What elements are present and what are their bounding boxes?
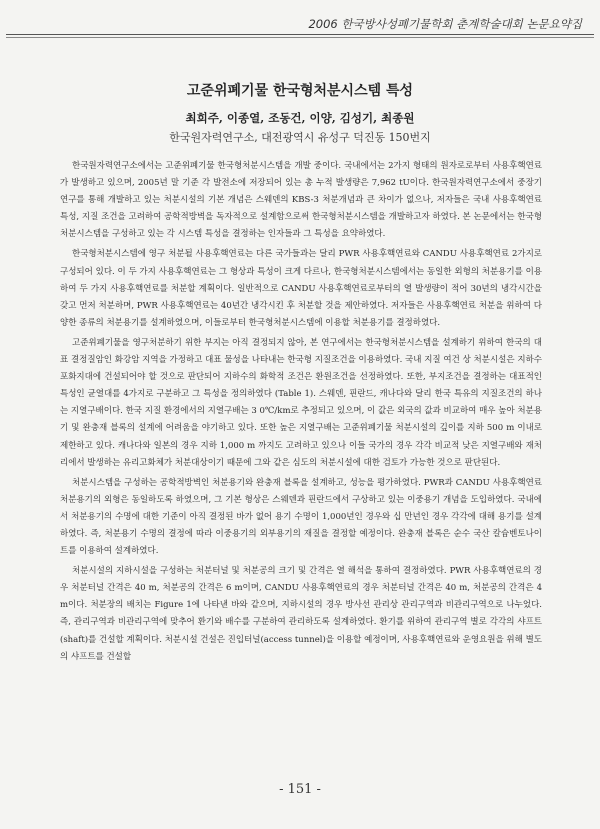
abstract-body: [60, 158, 542, 669]
header-rule: [6, 34, 594, 35]
paper-title: 고준위폐기물 한국형처분시스템 특성: [186, 83, 414, 99]
author-list: 최희주, 이종열, 조동건, 이양, 김성기, 최종원: [185, 111, 415, 125]
running-header: 2006 한국방사성폐기물학회 춘계학술대회 논문요약집: [308, 17, 582, 31]
header-rule-secondary: [6, 37, 594, 38]
body-paragraph: 고준위폐기물을 영구처분하기 위한 부지는 아직 결정되지 않아, 본 연구에서는 한국형처분시스템을 설계하기 위하여 한국의 대표 결정질암인 화강암 지역을 가정하고 대표 물성을 나타내는 한국형 지질조건을 이용하였다. 국내 지질 여건 상 처분시설은 지하수 포화지대에 건설되어야 할 것으로 판단되어 지하수의 화학적 조건은 환원조건을 선정하였다. 또한, 부지조건을 결정하는 대표적인 특성인 균열대를 4가지로 구분하고 그 특성을 정의하였다 (Table 1). 스웨덴, 핀란드, 캐나다와 달리 한국 특유의 지질조건의 하나는 지열구배이다. 한국 지질 환경에서의 지열구배는 3 0℃/km로 추정되고 있으며, 이 값은 외국의 값과 비교하여 매우 높아 처분용기 및 완충재 블록의 설계에 어려움을 야기하고 있다. 또한 높은 지열구배는 고준위폐기물 처분시설의 깊이를 지하 500 m 이내로 제한하고 있다. 캐나다와 일본의 경우 지하 1,000 m 까지도 고려하고 있으나 이들 국가의 경우 각각 비교적 낮은 지열구배와 재처리에서 발생하는 유리고화체가 처분대상이기 때문에 그와 같은 심도의 처분시설에 대한 검토가 가능한 것으로 판단된다.: [60, 337, 542, 468]
body-paragraph: 처분시스템을 구성하는 공학적방벽인 처분용기와 완충재 블록을 설계하고, 성능을 평가하였다. PWR과 CANDU 사용후핵연료 처분용기의 외형은 동일하도록 하였으며, 그 기본 형상은 스웨덴과 핀란드에서 구상하고 있는 이중용기 개념을 도입하였다. 국내에서 처분용기의 수명에 대한 기준이 아직 결정된 바가 없어 용기 수명이 1,000년인 경우와 십 만년인 경우 각각에 대해 용기를 설계하였다. 즉, 처분용기 수명의 결정에 따라 이중용기의 외부용기의 재질을 결정할 예정이다. 완충재 블록은 순수 국산 칼슘벤토나이트를 이용하여 설계하였다.: [60, 477, 542, 557]
page-number: - 151 -: [279, 782, 321, 797]
body-paragraph: 처분시설의 지하시설을 구성하는 처분터널 및 처분공의 크기 및 간격은 열 해석을 통하여 결정하였다. PWR 사용후핵연료의 경우 처분터널 간격은 40 m, 처분공의 간격은 6 m이며, CANDU 사용후핵연료의 경우 처분터널 간격은 40 m, 처분공의 간격은 4 m이다. 처분장의 배치는 Figure 1에 나타낸 바와 같으며, 지하시설의 경우 방사선 관리상 관리구역과 비관리구역으로 나누었다. 즉, 관리구역과 비관리구역에 맞추어 환기와 배수를 구분하여 관리하도록 설계하였다. 환기를 위하여 관리구역 별로 각각의 샤프트(shaft)를 건설할 계획이다. 처분시설 건설은 진입터널(access tunnel)을 이용할 예정이며, 사용후핵연료와 운영요원을 위해 별도의 샤프트를 건설할: [60, 566, 542, 662]
body-paragraph: 한국원자력연구소에서는 고준위폐기물 한국형처분시스템을 개발 중이다. 국내에서는 2가지 형태의 원자로로부터 사용후핵연료가 발생하고 있으며, 2005년 말 기준 각 발전소에 저장되어 있는 총 누적 발생량은 7,962 tU이다. 한국원자력연구소에서 중장기연구를 통해 개발하고 있는 처분시설의 기본 개념은 스웨덴의 KBS-3 처분개념과 큰 차이가 없으나, 저자들은 국내 사용후핵연료 특성, 지질 조건을 고려하여 공학적방벽을 독자적으로 설계함으로써 한국형처분시스템을 개발하고자 하였다. 본 논문에서는 한국형처분시스템을 구성하고 있는 각 시스템 특성을 결정하는 인자들과 그 특성을 요약하였다.: [60, 161, 542, 240]
body-paragraph: 한국형처분시스템에 영구 처분될 사용후핵연료는 다른 국가들과는 달리 PWR 사용후핵연료와 CANDU 사용후핵연료 2가지로 구성되어 있다. 이 두 가지 사용후핵연료는 그 형상과 특성이 크게 다르나, 한국형처분시스템에서는 동일한 외형의 처분용기를 이용하여 두 가지 사용후핵연료를 처분할 계획이다. 일반적으로 CANDU 사용후핵연료로부터의 열 발생량이 적어 30년의 냉각시간을 갖고 먼저 처분하며, PWR 사용후핵연료는 40년간 냉각시킨 후 처분할 것을 제안하였다. 저자들은 사용후핵연료 처분을 위하여 다양한 종류의 처분용기를 설계하였으며, 이들로부터 한국형처분시스템에 이용할 처분용기를 결정하였다.: [60, 249, 542, 328]
affiliation: 한국원자력연구소, 대전광역시 유성구 덕진동 150번지: [169, 131, 431, 144]
